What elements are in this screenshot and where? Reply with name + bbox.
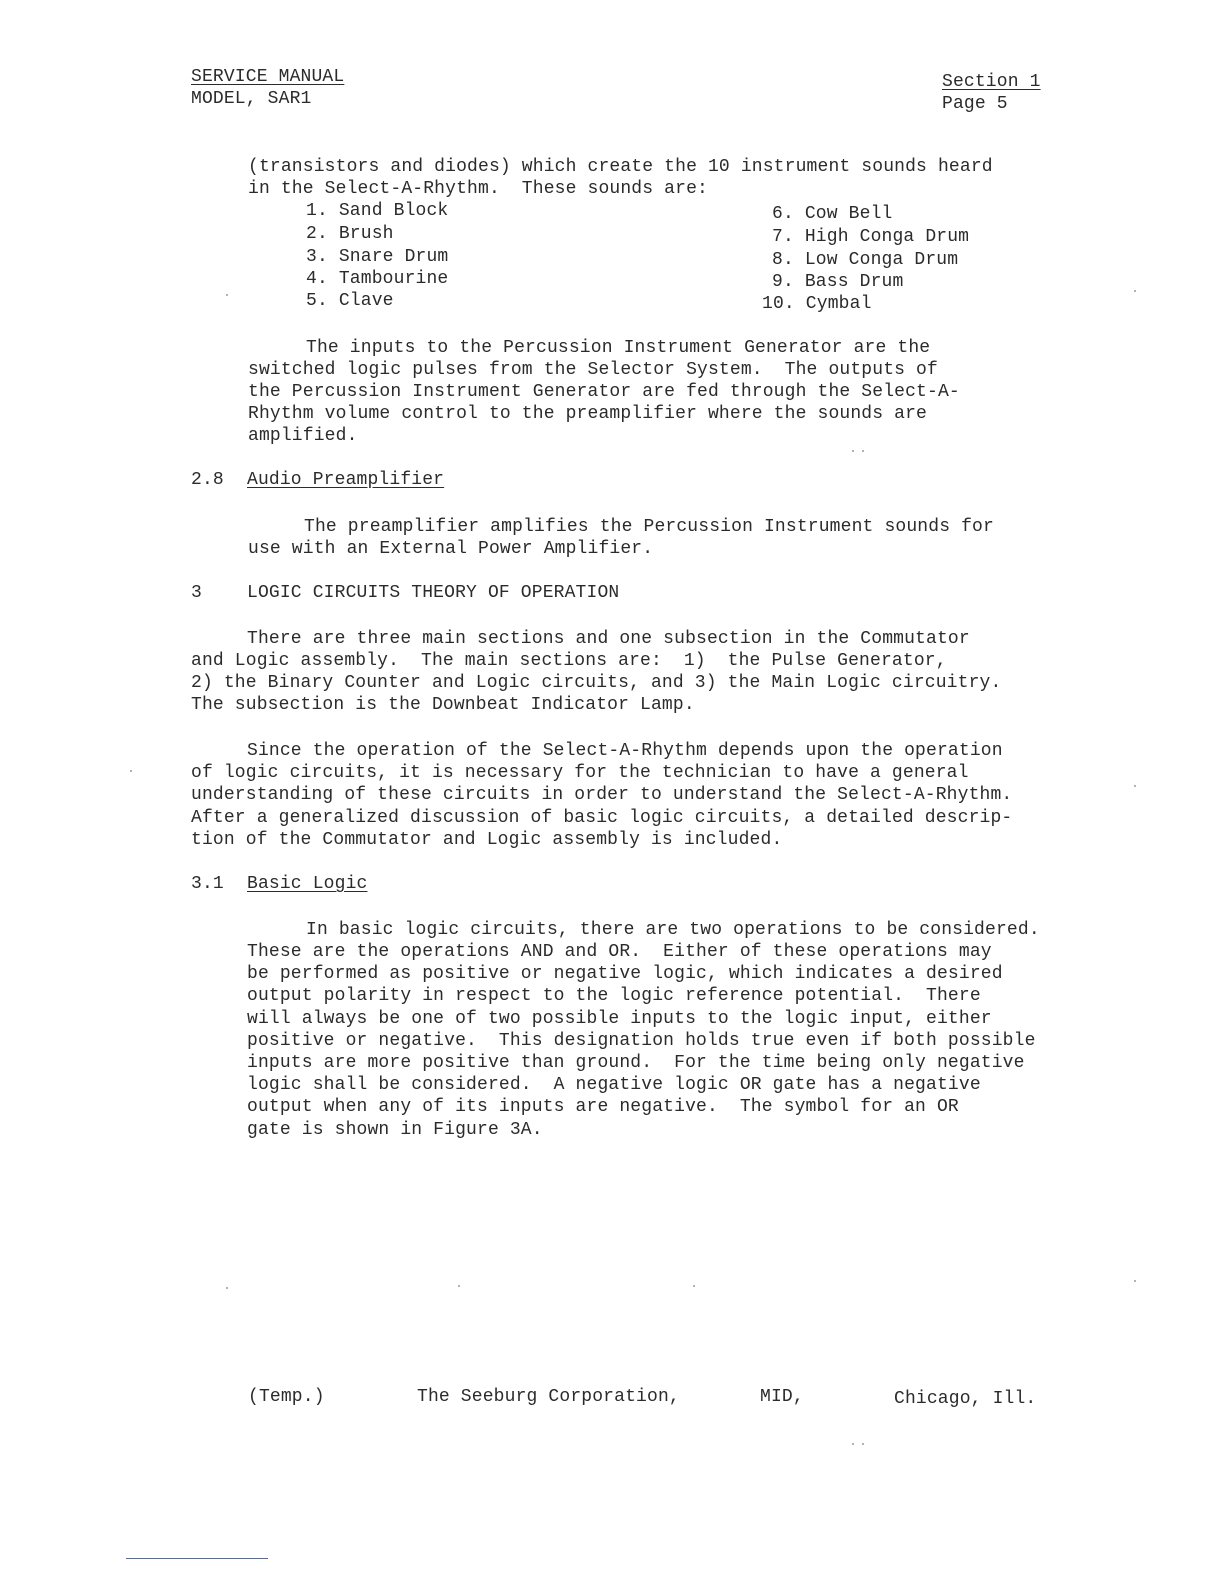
paragraph-line: After a generalized discussion of basic logic circuits, a detailed descrip- bbox=[191, 808, 1013, 828]
sound-item: 8. Low Conga Drum bbox=[772, 250, 959, 270]
scan-speck bbox=[852, 1443, 854, 1445]
footer-city: Chicago, Ill. bbox=[894, 1389, 1037, 1409]
section-heading: Audio Preamplifier bbox=[247, 470, 445, 490]
paragraph-line: 2) the Binary Counter and Logic circuits, and 3) the Main Logic circuitry. bbox=[191, 673, 1002, 693]
paragraph-line: Since the operation of the Select-A-Rhythm depends upon the operation bbox=[247, 741, 1003, 761]
paragraph-line: the Percussion Instrument Generator are fed through the Select-A- bbox=[248, 382, 960, 402]
paragraph-line: tion of the Commutator and Logic assembly is included. bbox=[191, 830, 783, 850]
sound-item: 10. Cymbal bbox=[762, 294, 872, 314]
paragraph-line: The inputs to the Percussion Instrument Generator are the bbox=[306, 338, 931, 358]
section-heading: LOGIC CIRCUITS THEORY OF OPERATION bbox=[247, 583, 620, 603]
paragraph-line: inputs are more positive than ground. For the time being only negative bbox=[247, 1053, 1025, 1073]
paragraph-line: of logic circuits, it is necessary for the technician to have a general bbox=[191, 763, 969, 783]
bottom-rule bbox=[126, 1558, 268, 1559]
footer-corporation: The Seeburg Corporation, bbox=[417, 1387, 680, 1407]
paragraph-line: output polarity in respect to the logic reference potential. There bbox=[247, 986, 981, 1006]
intro-line: (transistors and diodes) which create the 10 instrument sounds heard bbox=[248, 157, 993, 177]
paragraph-line: and Logic assembly. The main sections are: 1) the Pulse Generator, bbox=[191, 651, 947, 671]
scan-speck bbox=[458, 1285, 460, 1287]
paragraph-line: output when any of its inputs are negative. The symbol for an OR bbox=[247, 1097, 959, 1117]
sound-item: 1. Sand Block bbox=[306, 201, 449, 221]
scan-speck bbox=[1134, 785, 1136, 787]
paragraph-line: gate is shown in Figure 3A. bbox=[247, 1120, 543, 1140]
scan-speck bbox=[862, 1443, 864, 1445]
scan-speck bbox=[852, 450, 854, 452]
scan-speck bbox=[693, 1285, 695, 1287]
header-title: SERVICE MANUAL bbox=[191, 67, 345, 87]
sound-item: 3. Snare Drum bbox=[306, 247, 449, 267]
paragraph-line: Rhythm volume control to the preamplifier where the sounds are bbox=[248, 404, 928, 424]
section-heading: Basic Logic bbox=[247, 874, 368, 894]
section-number: 3 bbox=[191, 583, 202, 603]
header-model: MODEL, SAR1 bbox=[191, 89, 312, 109]
scan-speck bbox=[1134, 290, 1136, 292]
sound-item: 2. Brush bbox=[306, 224, 394, 244]
scan-speck bbox=[1134, 1280, 1136, 1282]
paragraph-line: logic shall be considered. A negative logic OR gate has a negative bbox=[247, 1075, 981, 1095]
paragraph-line: The subsection is the Downbeat Indicator Lamp. bbox=[191, 695, 695, 715]
section-number: 2.8 bbox=[191, 470, 224, 490]
sound-item: 7. High Conga Drum bbox=[772, 227, 970, 247]
sound-item: 6. Cow Bell bbox=[772, 204, 893, 224]
header-page: Page 5 bbox=[942, 94, 1008, 114]
paragraph-line: The preamplifier amplifies the Percussion Instrument sounds for bbox=[304, 517, 994, 537]
paragraph-line: understanding of these circuits in order to understand the Select-A-Rhythm. bbox=[191, 785, 1013, 805]
paragraph-line: be performed as positive or negative logic, which indicates a desired bbox=[247, 964, 1003, 984]
paragraph-line: positive or negative. This designation holds true even if both possible bbox=[247, 1031, 1036, 1051]
paragraph-line: switched logic pulses from the Selector System. The outputs of bbox=[248, 360, 938, 380]
sound-item: 5. Clave bbox=[306, 291, 394, 311]
scan-speck bbox=[226, 1287, 228, 1289]
footer-temp: (Temp.) bbox=[248, 1387, 325, 1407]
scan-speck bbox=[130, 770, 132, 772]
section-number: 3.1 bbox=[191, 874, 224, 894]
footer-mid: MID, bbox=[760, 1387, 804, 1407]
paragraph-line: There are three main sections and one subsection in the Commutator bbox=[247, 629, 970, 649]
scan-speck bbox=[862, 450, 864, 452]
paragraph-line: In basic logic circuits, there are two operations to be considered. bbox=[306, 920, 1040, 940]
paragraph-line: will always be one of two possible inputs to the logic input, either bbox=[247, 1009, 992, 1029]
paragraph-line: amplified. bbox=[248, 426, 358, 446]
paragraph-line: These are the operations AND and OR. Either of these operations may bbox=[247, 942, 992, 962]
scan-speck bbox=[226, 294, 228, 296]
sound-item: 4. Tambourine bbox=[306, 269, 449, 289]
paragraph-line: use with an External Power Amplifier. bbox=[248, 539, 654, 559]
header-section: Section 1 bbox=[942, 72, 1041, 92]
sound-item: 9. Bass Drum bbox=[772, 272, 904, 292]
intro-line: in the Select-A-Rhythm. These sounds are: bbox=[248, 179, 708, 199]
